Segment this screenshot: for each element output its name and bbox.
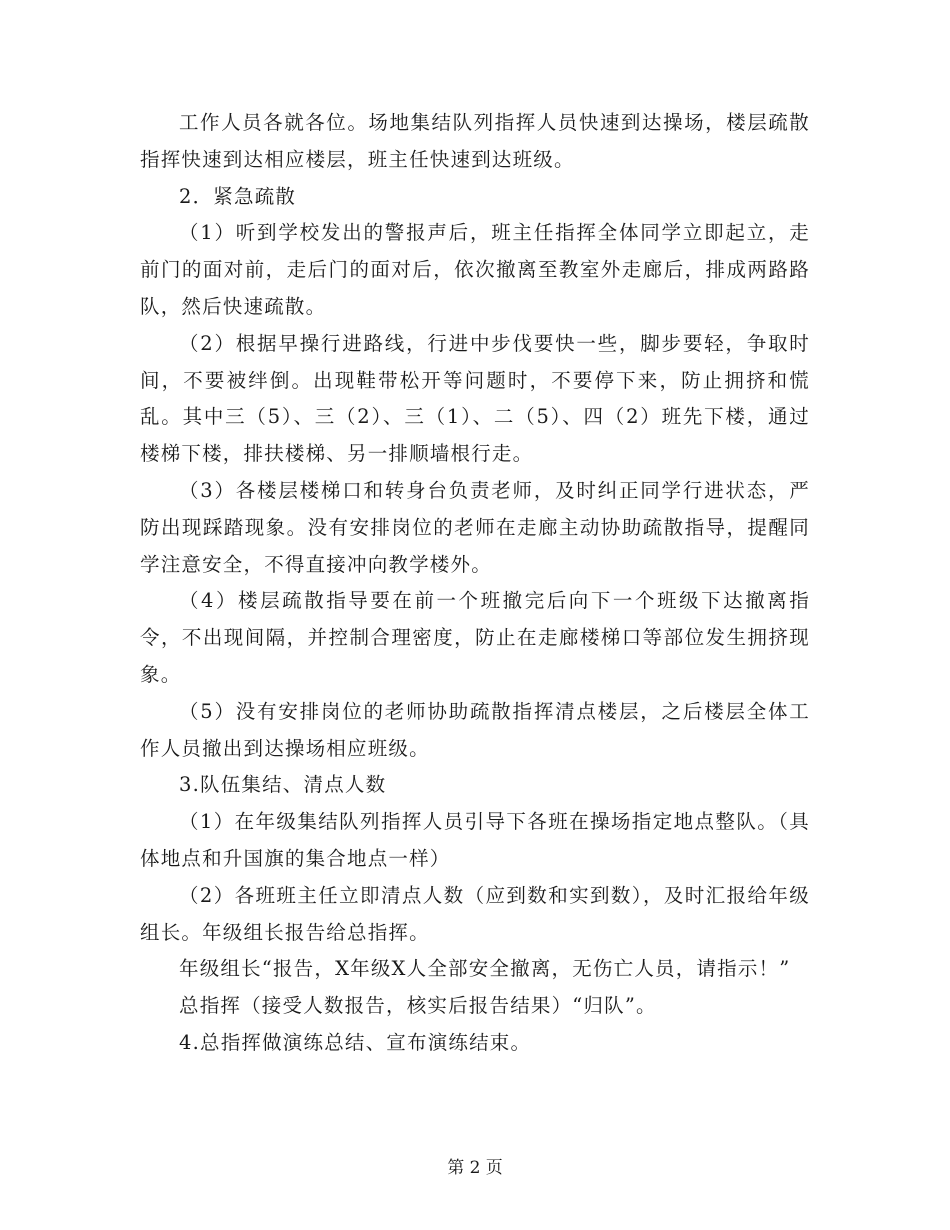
paragraph-commander-response: 总指挥（接受人数报告，核实后报告结果）“归队”。 [179,994,657,1018]
page-number: 第 2 页 [447,1158,503,1178]
heading-assembly-headcount: 3.队伍集结、清点人数 [179,773,387,797]
paragraph-step-3: （3）各楼层楼梯口和转身台负责老师，及时纠正同学行进状态，严防出现踩踏现象。没有安排岗位的老师在走廊主动协助疏散指导，提醒同学注意安全，不得直接冲向教学楼外。 [140,478,810,576]
paragraph-step-5: （5）没有安排岗位的老师协助疏散指挥清点楼层，之后楼层全体工作人员撤出到达操场相应班级。 [140,699,810,760]
paragraph-staff-positions: 工作人员各就各位。场地集结队列指挥人员快速到达操场，楼层疏散指挥快速到达相应楼层，班主任快速到达班级。 [140,111,810,171]
paragraph-step-1: （1）听到学校发出的警报声后，班主任指挥全体同学立即起立，走前门的面对前，走后门的面对后，依次撤离至教室外走廊后，排成两路路队，然后快速疏散。 [140,221,810,318]
paragraph-assembly-1: （1）在年级集结队列指挥人员引导下各班在操场指定地点整队。（具体地点和升国旗的集合地点一样） [140,810,810,870]
paragraph-assembly-2: （2）各班班主任立即清点人数（应到数和实到数），及时汇报给年级组长。年级组长报告给总指挥。 [140,883,810,944]
paragraph-step-2: （2）根据早操行进路线，行进中步伐要快一些，脚步要轻，争取时间，不要被绊倒。出现鞋带松开等问题时，不要停下来，防止拥挤和慌乱。其中三（5）、三（2）、三（1）、二（5）、四（2）班先下楼，通过楼梯下楼，排扶楼梯、另一排顺墙根行走。 [140,331,810,466]
paragraph-report-quote: 年级组长“报告，X年级X人全部安全撤离，无伤亡人员，请指示！” [179,957,791,981]
document-body [140,105,810,1062]
paragraph-step-4: （4）楼层疏散指导要在前一个班撤完后向下一个班级下达撤离指令，不出现间隔，并控制合理密度，防止在走廊楼梯口等部位发生拥挤现象。 [140,589,810,686]
heading-summary: 4.总指挥做演练总结、宣布演练结束。 [179,1030,532,1054]
heading-emergency-evacuation: 2．紧急疏散 [179,184,297,208]
